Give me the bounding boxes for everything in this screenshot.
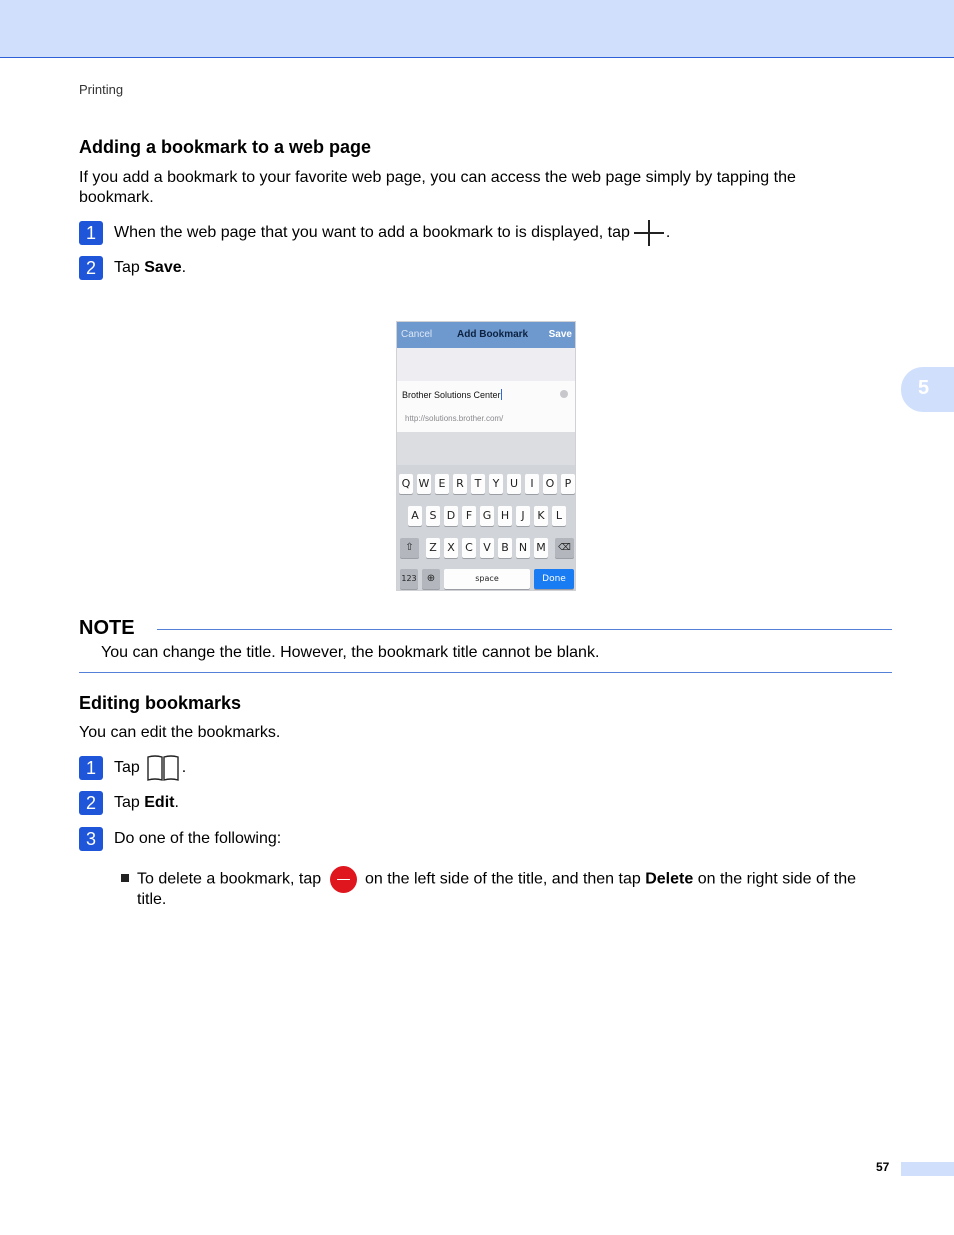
keyboard-key: L <box>552 506 566 526</box>
step-end: . <box>181 759 187 776</box>
edit-label: Edit <box>144 794 175 811</box>
keyboard-key: W <box>417 474 431 494</box>
step-text: When the web page that you want to add a bookmark to is displayed, tap <box>114 224 630 241</box>
screenshot-nav-bar <box>397 322 576 348</box>
keyboard-key: K <box>534 506 548 526</box>
minus-circle-icon <box>330 866 357 893</box>
keyboard-key: C <box>462 538 476 558</box>
screenshot-url-field <box>397 407 576 432</box>
screenshot-keyboard <box>397 465 576 591</box>
add-bookmark-screenshot <box>396 321 576 591</box>
step-text: Do one of the following: <box>114 830 282 847</box>
done-key: Done <box>534 569 574 589</box>
step-1-tap-book <box>79 754 186 782</box>
screenshot-nav-title: Add Bookmark <box>457 329 529 340</box>
keyboard-key: P <box>561 474 575 494</box>
step-end: . <box>174 794 179 811</box>
keyboard-key: H <box>498 506 512 526</box>
keyboard-key: Y <box>489 474 503 494</box>
bullet-delete-bookmark <box>121 866 856 893</box>
keyboard-key: S <box>426 506 440 526</box>
keyboard-key: V <box>480 538 494 558</box>
intro-paragraph-line2: bookmark. <box>79 189 154 206</box>
chapter-number: 5 <box>918 377 930 399</box>
keyboard-key: B <box>498 538 512 558</box>
bullet-text-line2: title. <box>137 891 167 908</box>
bullet-text-end: on the right side of the <box>693 870 857 888</box>
keyboard-key: Z <box>426 538 440 558</box>
step-end: . <box>181 259 187 276</box>
note-divider <box>157 629 892 630</box>
backspace-key-icon: ⌫ <box>555 538 574 558</box>
section-heading-editing-bookmarks: Editing bookmarks <box>79 693 242 713</box>
step-number: 2 <box>79 256 103 280</box>
chapter-tab <box>901 367 954 412</box>
space-key: space <box>444 569 530 589</box>
delete-label: Delete <box>645 870 694 888</box>
step-number: 2 <box>79 791 103 815</box>
editing-intro: You can edit the bookmarks. <box>79 724 281 741</box>
shift-key-icon: ⇧ <box>400 538 419 558</box>
step-1-add-bookmark <box>79 220 670 246</box>
bullet-text-middle: on the left side of the title, and then tap <box>365 870 646 888</box>
screenshot-save-button: Save <box>548 329 572 340</box>
bullet-text-start: To delete a bookmark, tap <box>137 870 322 888</box>
numbers-key: 123 <box>400 569 418 589</box>
screenshot-spacer <box>397 348 576 381</box>
keyboard-key: N <box>516 538 530 558</box>
step-text: Tap <box>114 759 140 776</box>
keyboard-key: Q <box>399 474 413 494</box>
step-2-tap-edit <box>79 791 179 815</box>
section-heading-adding-bookmark: Adding a bookmark to a web page <box>79 137 372 157</box>
globe-key-icon: ⊕ <box>422 569 440 589</box>
step-end: . <box>665 224 671 241</box>
step-2-tap-save <box>79 256 186 280</box>
intro-paragraph-line1: If you add a bookmark to your favorite web page, you can access the web page simply by tapping the <box>79 169 796 186</box>
note-bottom-divider <box>79 672 892 673</box>
step-number: 1 <box>79 756 103 780</box>
save-label: Save <box>144 259 182 276</box>
book-icon <box>146 754 180 782</box>
keyboard-key: X <box>444 538 458 558</box>
step-3-do-one <box>79 827 281 851</box>
page-number: 57 <box>876 1160 890 1174</box>
keyboard-key: G <box>480 506 494 526</box>
note-heading: NOTE <box>79 617 135 639</box>
keyboard-key: M <box>534 538 548 558</box>
step-number: 1 <box>79 221 103 245</box>
step-number: 3 <box>79 827 103 851</box>
clear-icon <box>560 390 568 398</box>
header-band <box>0 0 954 58</box>
plus-icon <box>634 220 664 246</box>
keyboard-key: D <box>444 506 458 526</box>
screenshot-url-value: http://solutions.brother.com/ <box>405 414 504 423</box>
step-text: Tap <box>114 259 145 276</box>
keyboard-key: J <box>516 506 530 526</box>
page-number-bar <box>901 1162 954 1176</box>
bullet-icon <box>121 874 129 882</box>
running-head: Printing <box>79 82 124 97</box>
keyboard-key: F <box>462 506 476 526</box>
note-text: You can change the title. However, the bookmark title cannot be blank. <box>101 644 600 661</box>
screenshot-title-field <box>397 381 576 407</box>
keyboard-key: U <box>507 474 521 494</box>
step-text: Tap <box>114 794 145 811</box>
screenshot-title-value: Brother Solutions Center <box>402 390 501 400</box>
keyboard-key: O <box>543 474 557 494</box>
screenshot-cancel-button: Cancel <box>401 329 433 340</box>
text-caret <box>501 389 502 400</box>
keyboard-key: E <box>435 474 449 494</box>
keyboard-key: A <box>408 506 422 526</box>
keyboard-key: R <box>453 474 467 494</box>
keyboard-key: T <box>471 474 485 494</box>
keyboard-key: I <box>525 474 539 494</box>
